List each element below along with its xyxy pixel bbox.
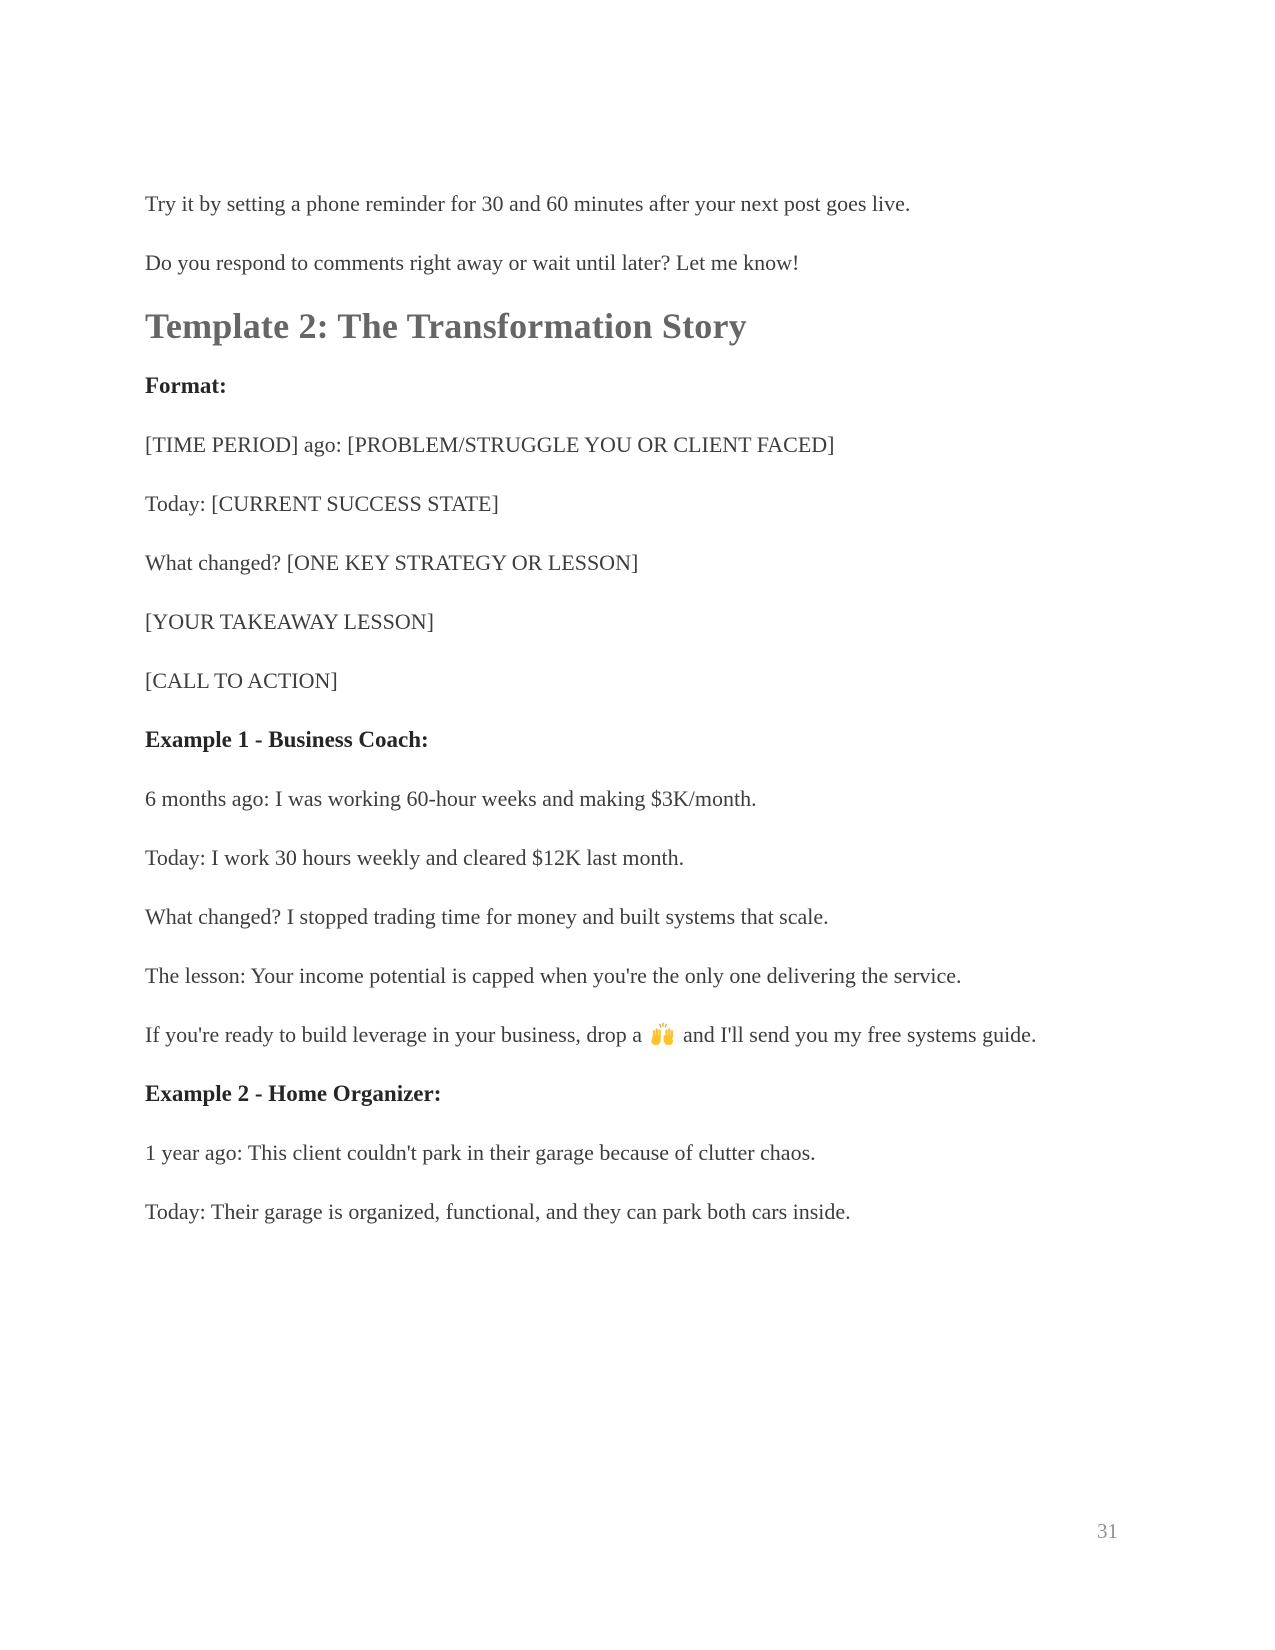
- format-line-what-changed: What changed? [ONE KEY STRATEGY OR LESSON]: [145, 550, 639, 575]
- cta-text-before-emoji: If you're ready to build leverage in your business, drop a: [145, 1022, 642, 1047]
- raising-hands-emoji: [650, 1021, 676, 1047]
- format-line-cta: [CALL TO ACTION]: [145, 668, 338, 693]
- format-line-today: Today: [CURRENT SUCCESS STATE]: [145, 491, 499, 516]
- example1-paragraph-4: The lesson: Your income potential is capped when you're the only one delivering the service.: [145, 963, 962, 988]
- example1-paragraph-3: What changed? I stopped trading time for money and built systems that scale.: [145, 904, 829, 929]
- page-number: 31: [1097, 1519, 1118, 1543]
- format-line-takeaway: [YOUR TAKEAWAY LESSON]: [145, 609, 434, 634]
- intro-paragraph-1: Try it by setting a phone reminder for 30 and 60 minutes after your next post goes live.: [145, 191, 911, 216]
- example2-paragraph-2: Today: Their garage is organized, functional, and they can park both cars inside.: [145, 1199, 851, 1224]
- example1-paragraph-1: 6 months ago: I was working 60-hour weeks and making $3K/month.: [145, 786, 757, 811]
- example2-heading: Example 2 - Home Organizer:: [145, 1081, 442, 1106]
- template2-heading: Template 2: The Transformation Story: [145, 306, 747, 346]
- format-line-time-period: [TIME PERIOD] ago: [PROBLEM/STRUGGLE YOU OR CLIENT FACED]: [145, 432, 835, 457]
- format-heading: Format:: [145, 373, 227, 398]
- example1-heading: Example 1 - Business Coach:: [145, 727, 429, 752]
- intro-paragraph-2: Do you respond to comments right away or wait until later? Let me know!: [145, 250, 800, 275]
- example1-paragraph-2: Today: I work 30 hours weekly and cleared $12K last month.: [145, 845, 685, 870]
- example2-paragraph-1: 1 year ago: This client couldn't park in their garage because of clutter chaos.: [145, 1140, 816, 1165]
- cta-text-after-emoji: and I'll send you my free systems guide.: [683, 1022, 1037, 1047]
- example1-paragraph-5: [145, 1016, 1130, 1053]
